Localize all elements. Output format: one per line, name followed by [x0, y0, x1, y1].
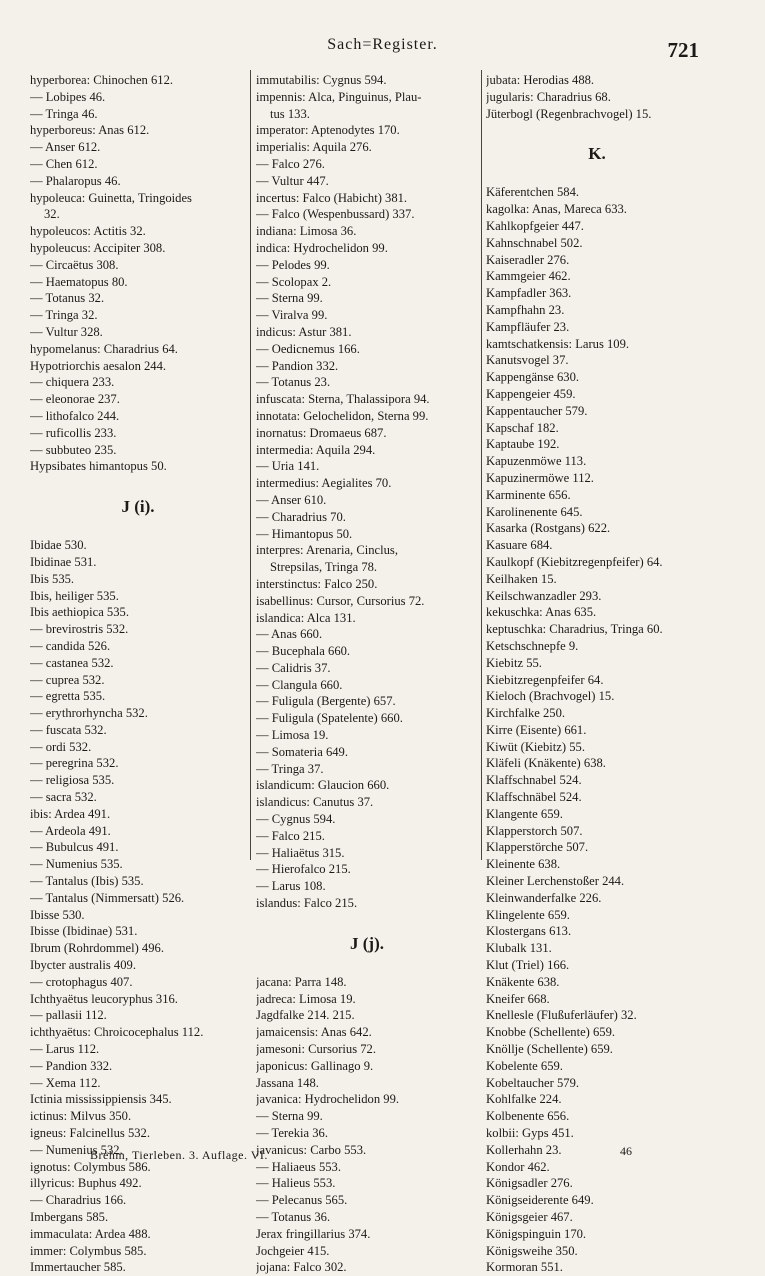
index-entry: indica: Hydrochelidon 99. — [256, 240, 388, 255]
index-entry: Knäkente 638. — [486, 974, 560, 989]
index-entry: jamesoni: Cursorius 72. — [256, 1042, 376, 1057]
index-entry: Ibis 535. — [30, 571, 75, 586]
index-entry: indicus: Astur 381. — [256, 324, 352, 339]
index-entry: — Tantalus (Ibis) 535. — [30, 874, 144, 889]
index-entry: interstinctus: Falco 250. — [256, 576, 378, 591]
index-entry: — Falco 276. — [256, 156, 325, 171]
index-entry: Kapuzinermöwe 112. — [486, 470, 594, 485]
index-entry: — Sterna 99. — [256, 1109, 323, 1124]
index-entry: Karminente 656. — [486, 487, 571, 502]
index-entry: jojana: Falco 302. — [256, 1260, 347, 1275]
index-column-3 — [486, 72, 708, 1276]
index-entry: — Circaëtus 308. — [30, 257, 119, 272]
index-entry: Ichthyaëtus leucoryphus 316. — [30, 991, 178, 1006]
index-entry: kamtschatkensis: Larus 109. — [486, 336, 630, 351]
index-entry: — Himantopus 50. — [256, 526, 353, 541]
index-entry: keptuschka: Charadrius, Tringa 60. — [486, 622, 663, 637]
index-entry: Kampfadler 363. — [486, 286, 572, 301]
index-entry: Kappengänse 630. — [486, 370, 580, 385]
index-entry: javanica: Hydrochelidon 99. — [256, 1092, 400, 1107]
index-entry: — Somateria 649. — [256, 744, 348, 759]
index-entry: Kapuzenmöwe 113. — [486, 454, 587, 469]
index-entry: — crotophagus 407. — [30, 974, 133, 989]
index-entry: — Pelodes 99. — [256, 257, 330, 272]
section-heading: J (j). — [350, 933, 384, 953]
index-entry: — peregrina 532. — [30, 756, 119, 771]
index-entry: intermedia: Aquila 294. — [256, 442, 376, 457]
index-entry: — Tantalus (Nimmersatt) 526. — [30, 890, 185, 905]
index-entry: Königseiderente 649. — [486, 1193, 594, 1208]
index-entry: isabellinus: Cursor, Cursorius 72. — [256, 593, 425, 608]
index-column-2 — [256, 72, 478, 1276]
index-entry: Knobbe (Schellente) 659. — [486, 1025, 616, 1040]
index-entry: — Fuligula (Spatelente) 660. — [256, 711, 403, 726]
index-entry: ignotus: Colymbus 586. — [30, 1159, 151, 1174]
signature-mark: 46 — [620, 1144, 632, 1158]
index-entry: — Terekia 36. — [256, 1126, 328, 1141]
index-entry: — Halieus 553. — [256, 1176, 336, 1191]
index-entry: — candida 526. — [30, 638, 111, 653]
index-entry: — egretta 535. — [30, 689, 106, 704]
index-entry: Ibidinae 531. — [30, 554, 97, 569]
index-entry: Ictinia mississippiensis 345. — [30, 1092, 172, 1107]
index-entry: Kirre (Eisente) 661. — [486, 722, 587, 737]
index-entry: Kaulkopf (Kiebitzregenpfeifer) 64. — [486, 554, 663, 569]
index-entry: japonicus: Gallinago 9. — [256, 1058, 374, 1073]
index-entry: Kläfeli (Knäkente) 638. — [486, 756, 606, 771]
index-entry: Ibisse 530. — [30, 907, 85, 922]
index-entry: — Anas 660. — [256, 627, 323, 642]
index-entry: — Totanus 36. — [256, 1210, 331, 1224]
index-entry: kolbii: Gyps 451. — [486, 1126, 574, 1141]
index-entry: jadreca: Limosa 19. — [256, 991, 356, 1006]
index-entry: — Uria 141. — [256, 459, 320, 474]
index-entry: hyperborea: Chinochen 612. — [30, 73, 174, 87]
index-entry: Jüterbogl (Regenbrachvogel) 15. — [486, 106, 652, 121]
index-entry: jamaicensis: Anas 642. — [256, 1025, 372, 1040]
index-entry: Kappentaucher 579. — [486, 403, 588, 418]
index-entry: hypomelanus: Charadrius 64. — [30, 341, 178, 356]
index-entry: — Numenius 532. — [30, 1142, 123, 1157]
column-rule — [250, 70, 251, 860]
index-entry: — Scolopax 2. — [256, 274, 332, 289]
index-entry: — Charadrius 70. — [256, 509, 346, 524]
index-entry: Kleinwanderfalke 226. — [486, 890, 602, 905]
index-entry: kagolka: Anas, Mareca 633. — [486, 202, 627, 217]
index-entry: — Calidris 37. — [256, 660, 331, 675]
index-entry: Kaiseradler 276. — [486, 252, 570, 267]
page-header — [0, 30, 765, 64]
index-entry: Klaffschnäbel 524. — [486, 790, 582, 805]
index-entry: — subbuteo 235. — [30, 442, 117, 457]
index-entry: — fuscata 532. — [30, 722, 107, 737]
index-entry: — Sterna 99. — [256, 291, 323, 306]
index-entry: — religiosa 535. — [30, 773, 115, 788]
index-entry: immutabilis: Cygnus 594. — [256, 73, 387, 87]
index-entry: Klapperstorch 507. — [486, 823, 583, 838]
index-entry: hyperboreus: Anas 612. — [30, 123, 150, 138]
index-entry: imperialis: Aquila 276. — [256, 140, 372, 155]
index-entry: imperator: Aptenodytes 170. — [256, 123, 400, 138]
index-entry: — Vultur 447. — [256, 173, 329, 188]
index-entry: — cuprea 532. — [30, 672, 105, 687]
index-entry: — Chen 612. — [30, 156, 98, 171]
index-entry: immer: Colymbus 585. — [30, 1243, 147, 1258]
index-entry: — castanea 532. — [30, 655, 114, 670]
index-entry: — Totanus 32. — [30, 291, 105, 306]
index-entry: Kammgeier 462. — [486, 269, 571, 284]
index-entry: Kiwüt (Kiebitz) 55. — [486, 739, 585, 754]
index-entry: Imbergans 585. — [30, 1210, 109, 1224]
index-entry: Kasarka (Rostgans) 622. — [486, 521, 611, 536]
index-column-1 — [30, 72, 246, 1276]
index-entry: — Pandion 332. — [30, 1058, 113, 1073]
index-entry: kekuschka: Anas 635. — [486, 605, 597, 620]
index-entry: — Lobipes 46. — [30, 89, 106, 104]
index-entry: — ordi 532. — [30, 739, 92, 754]
index-entry: Keilschwanzadler 293. — [486, 588, 602, 603]
index-entry: — sacra 532. — [30, 790, 97, 805]
index-entry: immaculata: Ardea 488. — [30, 1226, 151, 1241]
index-entry: indiana: Limosa 36. — [256, 224, 357, 239]
index-entry: — Clangula 660. — [256, 677, 343, 692]
index-entry: — Haematopus 80. — [30, 274, 128, 289]
index-entry: — Fuligula (Bergente) 657. — [256, 694, 396, 709]
index-entry: infuscata: Sterna, Thalassipora 94. — [256, 392, 430, 407]
page-number: 721 — [667, 38, 699, 62]
index-entry: — lithofalco 244. — [30, 408, 120, 423]
index-entry: Knöllje (Schellente) 659. — [486, 1042, 613, 1057]
index-entry: Kiebitz 55. — [486, 655, 542, 670]
index-entry: — Haliaëtus 315. — [256, 845, 345, 860]
index-entry: Kobeltaucher 579. — [486, 1075, 580, 1090]
index-entry: Kolbenente 656. — [486, 1109, 570, 1124]
index-entry: islandicum: Glaucion 660. — [256, 778, 390, 793]
index-entry: — Xema 112. — [30, 1075, 101, 1090]
index-entry: Kanutsvogel 37. — [486, 353, 569, 368]
index-entry: — Larus 112. — [30, 1042, 100, 1057]
index-entry: jacana: Parra 148. — [256, 974, 347, 989]
index-entry: Immertaucher 585. — [30, 1260, 126, 1275]
index-entry: islandus: Falco 215. — [256, 896, 358, 911]
index-entry: jugularis: Charadrius 68. — [486, 89, 611, 104]
index-entry: ibis: Ardea 491. — [30, 806, 111, 821]
index-entry: Klingelente 659. — [486, 907, 570, 922]
index-entry: Ibrum (Rohrdommel) 496. — [30, 941, 164, 956]
index-entry: Kampfläufer 23. — [486, 319, 570, 334]
index-entry: Klapperstörche 507. — [486, 840, 589, 855]
index-entry: hypoleucus: Accipiter 308. — [30, 240, 166, 255]
index-entry: — Falco (Wespenbussard) 337. — [256, 207, 415, 222]
index-entry: Ibis, heiliger 535. — [30, 588, 119, 603]
index-entry-continuation: 32. — [44, 207, 60, 222]
index-entry: inornatus: Dromaeus 687. — [256, 425, 387, 440]
index-entry: — Bucephala 660. — [256, 644, 351, 659]
index-entry: — pallasii 112. — [30, 1008, 107, 1023]
index-entry: Hypotriorchis aesalon 244. — [30, 358, 167, 373]
index-entry: Klut (Triel) 166. — [486, 958, 570, 973]
section-heading: J (i). — [121, 497, 155, 517]
index-entry: Klubalk 131. — [486, 941, 552, 956]
index-entry: javanicus: Carbo 553. — [256, 1142, 367, 1157]
index-entry: Klangente 659. — [486, 806, 563, 821]
index-entry: — Pandion 332. — [256, 358, 339, 373]
index-entry: — erythrorhyncha 532. — [30, 706, 148, 721]
index-entry: hypoleucos: Actitis 32. — [30, 224, 146, 239]
index-entry: Kondor 462. — [486, 1159, 550, 1174]
index-entry: Keilhaken 15. — [486, 571, 557, 586]
index-entry: Klaffschnabel 524. — [486, 773, 582, 788]
index-entry: — Viralva 99. — [256, 308, 328, 323]
index-entry: Kampfhahn 23. — [486, 302, 565, 317]
index-entry: Karolinenente 645. — [486, 504, 583, 519]
running-title: Sach=Register. — [327, 36, 438, 53]
index-entry: Kneifer 668. — [486, 991, 550, 1006]
index-entry: intermedius: Aegialites 70. — [256, 476, 392, 491]
index-entry: Jerax fringillarius 374. — [256, 1226, 371, 1241]
column-rule — [481, 70, 482, 860]
index-entry: Klostergans 613. — [486, 924, 572, 939]
index-entry: Kieloch (Brachvogel) 15. — [486, 689, 615, 704]
index-entry: illyricus: Buphus 492. — [30, 1176, 142, 1191]
index-entry: — Charadrius 166. — [30, 1193, 127, 1208]
index-entry: Kollerhahn 23. — [486, 1142, 562, 1157]
index-entry: Ibisse (Ibidinae) 531. — [30, 924, 138, 939]
index-entry-continuation: Strepsilas, Tringa 78. — [270, 560, 378, 575]
index-entry: — Tringa 46. — [30, 106, 98, 121]
index-entry: — Vultur 328. — [30, 324, 103, 339]
index-entry: Jassana 148. — [256, 1075, 319, 1090]
index-entry-continuation: tus 133. — [270, 106, 310, 121]
index-entry: — Limosa 19. — [256, 728, 329, 743]
index-entry: Kapschaf 182. — [486, 420, 559, 435]
index-entry: — Ardeola 491. — [30, 823, 111, 838]
index-entry: innotata: Gelochelidon, Sterna 99. — [256, 408, 429, 423]
index-entry: ichthyaëtus: Chroicocephalus 112. — [30, 1025, 204, 1040]
index-entry: Kahlkopfgeier 447. — [486, 218, 584, 233]
index-entry: — Tringa 37. — [256, 761, 324, 776]
index-entry: Kappengeier 459. — [486, 386, 576, 401]
index-entry: Königsgeier 467. — [486, 1210, 573, 1224]
index-entry: — eleonorae 237. — [30, 392, 120, 407]
index-entry: Kirchfalke 250. — [486, 706, 566, 721]
index-entry: incertus: Falco (Habicht) 381. — [256, 190, 408, 205]
index-entry: Käferentchen 584. — [486, 185, 580, 200]
index-entry: Kobelente 659. — [486, 1058, 563, 1073]
index-entry: — Tringa 32. — [30, 308, 98, 323]
index-entry: Jagdfalke 214. 215. — [256, 1008, 355, 1023]
footer-citation: Brehm, Tierleben. 3. Auflage. VI. — [90, 1148, 268, 1162]
index-entry: interpres: Arenaria, Cinclus, — [256, 543, 398, 558]
index-entry: islandicus: Canutus 37. — [256, 795, 374, 810]
page-footer — [0, 1144, 765, 1168]
index-entry: — Oedicnemus 166. — [256, 341, 360, 356]
index-entry: Königsadler 276. — [486, 1176, 573, 1191]
index-entry: Knellesle (Flußuferläufer) 32. — [486, 1008, 637, 1023]
index-entry: — Phalaropus 46. — [30, 173, 121, 188]
index-entry: Kleiner Lerchenstoßer 244. — [486, 874, 625, 889]
index-entry: Königspinguin 170. — [486, 1226, 587, 1241]
index-entry: Königsweihe 350. — [486, 1243, 578, 1258]
index-entry: — Haliaeus 553. — [256, 1159, 341, 1174]
index-entry: jubata: Herodias 488. — [486, 73, 595, 87]
index-entry: — Pelecanus 565. — [256, 1193, 348, 1208]
index-entry: Kleinente 638. — [486, 857, 561, 872]
index-entry: — Bubulcus 491. — [30, 840, 119, 855]
index-entry: Kormoran 551. — [486, 1260, 563, 1275]
index-entry: Kaptaube 192. — [486, 437, 560, 452]
index-entry: Jochgeier 415. — [256, 1243, 330, 1258]
index-entry: — Totanus 23. — [256, 375, 331, 390]
section-heading: K. — [588, 144, 606, 164]
index-entry: Kahnschnabel 502. — [486, 235, 583, 250]
index-entry: — Larus 108. — [256, 879, 326, 894]
index-entry: Kohlfalke 224. — [486, 1092, 562, 1107]
index-entry: — chiquera 233. — [30, 375, 115, 390]
index-entry: — brevirostris 532. — [30, 622, 129, 637]
index-entry: — Falco 215. — [256, 828, 325, 843]
index-entry: — Anser 612. — [30, 140, 101, 155]
index-entry: — ruficollis 233. — [30, 425, 117, 440]
index-entry: Kasuare 684. — [486, 538, 553, 553]
index-entry: Ibis aethiopica 535. — [30, 605, 129, 620]
index-entry: — Cygnus 594. — [256, 812, 336, 827]
index-entry: hypoleuca: Guinetta, Tringoides — [30, 190, 192, 205]
index-entry: — Anser 610. — [256, 492, 327, 507]
index-entry: Ibycter australis 409. — [30, 958, 136, 973]
index-entry: Ketschschnepfe 9. — [486, 638, 579, 653]
index-entry: Hypsibates himantopus 50. — [30, 459, 167, 474]
index-entry: — Numenius 535. — [30, 857, 123, 872]
index-entry: Ibidae 530. — [30, 538, 87, 553]
index-entry: islandica: Alca 131. — [256, 610, 356, 625]
index-entry: impennis: Alca, Pinguinus, Plau- — [256, 89, 422, 104]
index-entry: — Hierofalco 215. — [256, 862, 351, 877]
index-entry: ictinus: Milvus 350. — [30, 1109, 132, 1124]
index-entry: Kiebitzregenpfeifer 64. — [486, 672, 604, 687]
index-entry: igneus: Falcinellus 532. — [30, 1126, 150, 1141]
